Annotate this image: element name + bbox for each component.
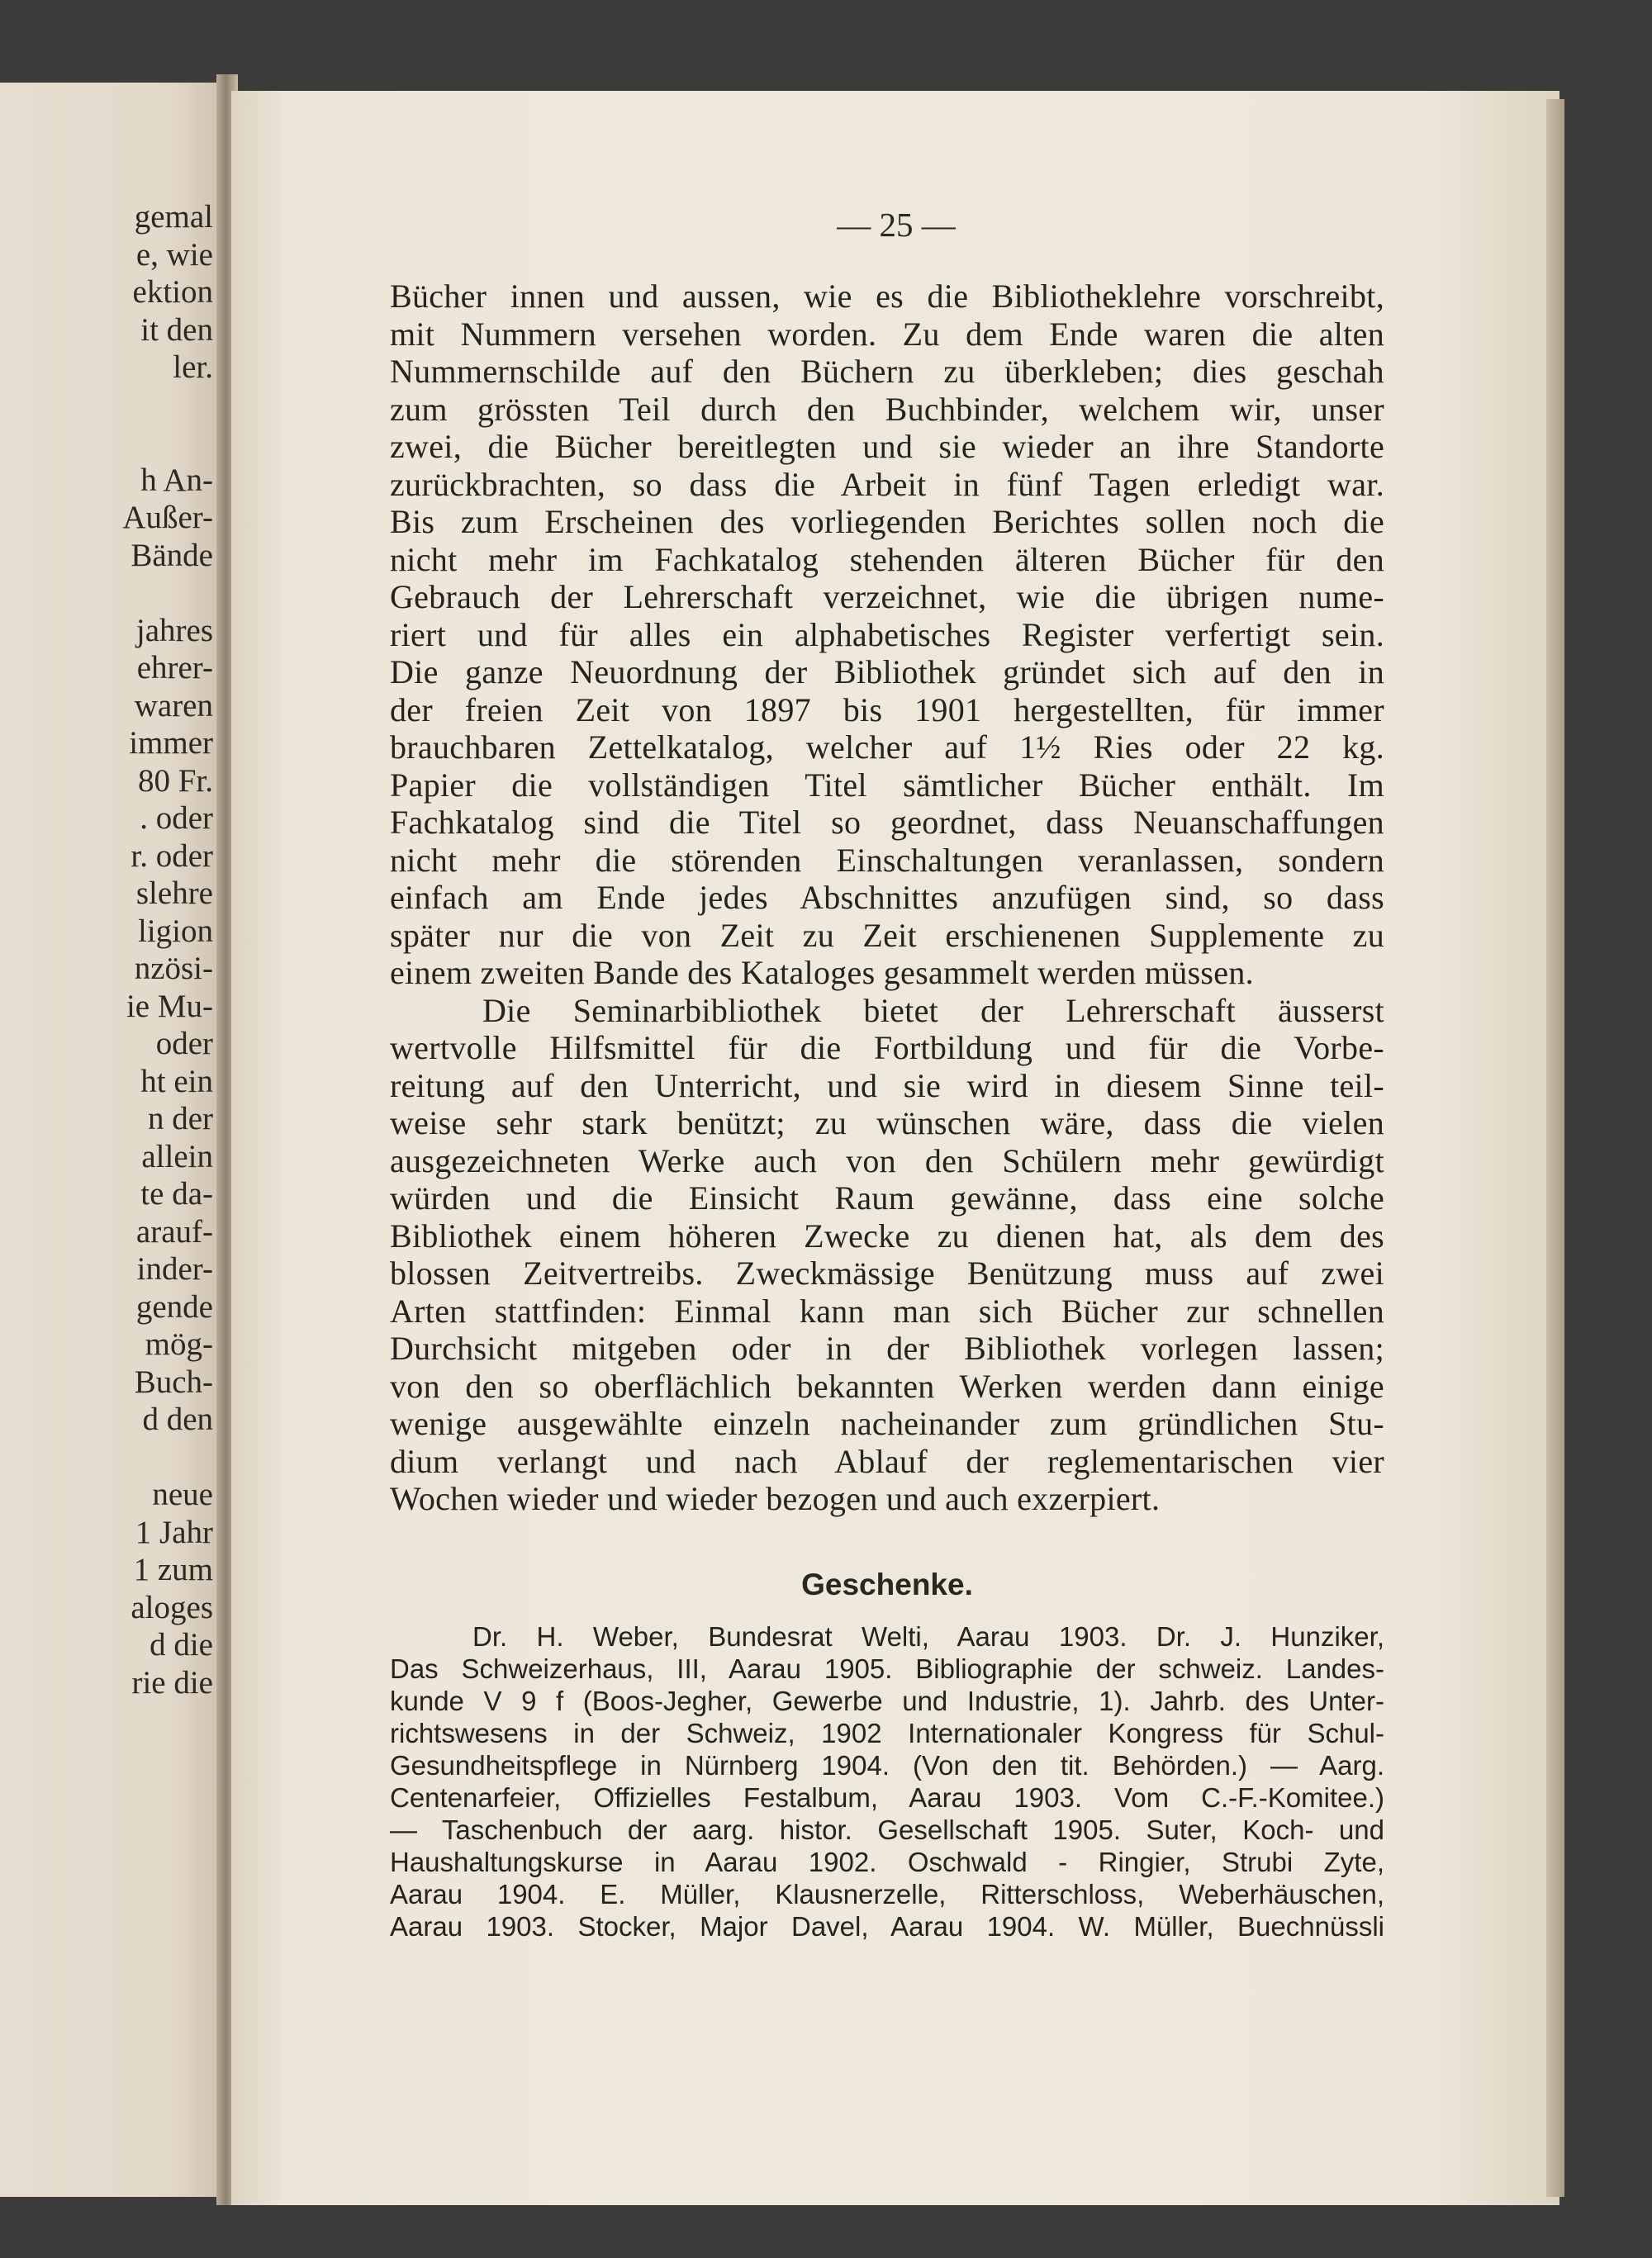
body-line: zum grössten Teil durch den Buchbinder, welchem wir, unser — [390, 390, 1384, 428]
left-page-line: h An- — [140, 462, 213, 498]
left-page — [0, 83, 223, 2197]
body-line: Durchsicht mitgeben oder in der Bibliothek vorlegen lassen; — [390, 1330, 1384, 1367]
body-line: nicht mehr im Fachkatalog stehenden älteren Bücher für den — [390, 540, 1384, 578]
body-line: einem zweiten Bande des Kataloges gesammelt werden müssen. — [390, 954, 1254, 991]
left-page-line: allein — [141, 1138, 213, 1174]
body-line: einfach am Ende jedes Abschnittes anzufügen sind, so dass — [390, 879, 1384, 916]
body-line: Arten stattfinden: Einmal kann man sich Bücher zur schnellen — [390, 1292, 1384, 1330]
body-line: Gebrauch der Lehrerschaft verzeichnet, wie die übrigen nume- — [390, 578, 1384, 615]
left-page-line: d die — [150, 1627, 213, 1663]
gift-line: Dr. H. Weber, Bundesrat Welti, Aarau 1903. Dr. J. Hunziker, — [472, 1621, 1384, 1652]
page-edge — [1546, 99, 1564, 2197]
body-line: Bibliothek einem höheren Zwecke zu dienen hat, als dem des — [390, 1217, 1384, 1255]
body-line: später nur die von Zeit zu Zeit erschienenen Supplemente zu — [390, 916, 1384, 954]
body-line: weise sehr stark benützt; zu wünschen wäre, dass die vielen — [390, 1104, 1384, 1141]
body-line: würden und die Einsicht Raum gewänne, dass eine solche — [390, 1179, 1384, 1217]
body-line: Papier die vollständigen Titel sämtlicher Bücher enthält. Im — [390, 766, 1384, 804]
left-page-line: neue — [152, 1477, 213, 1512]
body-line: dium verlangt und nach Ablauf der reglementarischen vier — [390, 1442, 1384, 1480]
body-line: wenige ausgewählte einzeln nacheinander zum gründlichen Stu- — [390, 1405, 1384, 1442]
left-page-line: d den — [142, 1402, 213, 1437]
body-line: nicht mehr die störenden Einschaltungen veranlassen, sondern — [390, 841, 1384, 879]
body-line: riert und für alles ein alphabetisches Register verfertigt sein. — [390, 615, 1384, 653]
gift-line: — Taschenbuch der aarg. histor. Gesellschaft 1905. Suter, Koch- und — [390, 1814, 1384, 1845]
left-page-line: ligion — [137, 913, 213, 949]
left-page-line: nzösi- — [134, 951, 213, 986]
left-page-line: ler. — [173, 349, 213, 385]
left-page-line: oder — [155, 1026, 213, 1061]
gift-line: Aarau 1903. Stocker, Major Davel, Aarau 1904. W. Müller, Buechnüssli — [390, 1911, 1384, 1942]
left-page-line: 1 Jahr — [135, 1514, 213, 1550]
left-page-line: mög- — [145, 1326, 213, 1362]
body-line: Fachkatalog sind die Titel so geordnet, dass Neuanschaffungen — [390, 804, 1384, 841]
left-page-line: gende — [135, 1288, 213, 1325]
left-page-line: 80 Fr. — [137, 762, 213, 799]
body-line: zurückbrachten, so dass die Arbeit in fünf Tagen erledigt war. — [390, 465, 1384, 503]
body-line: reitung auf den Unterricht, und sie wird in diesem Sinne teil- — [390, 1066, 1384, 1104]
body-line: Nummernschilde auf den Büchern zu überkleben; dies geschah — [390, 353, 1384, 390]
left-page-line: inder- — [136, 1251, 213, 1287]
left-page-line: ektion — [132, 274, 213, 310]
left-page-line: waren — [134, 687, 213, 723]
left-page-line: 1 zum — [133, 1552, 213, 1587]
gift-line: kunde V 9 f (Boos-Jegher, Gewerbe und Industrie, 1). Jahrb. des Unter- — [390, 1686, 1384, 1716]
body-line: Wochen wieder und wieder bezogen und auch exzerpiert. — [390, 1480, 1161, 1517]
body-line: blossen Zeitvertreibs. Zweckmässige Benützung muss auf zwei — [390, 1255, 1384, 1292]
left-page-line: Außer- — [122, 500, 213, 535]
gift-line: Haushaltungskurse in Aarau 1902. Oschwald - Ringier, Strubi Zyte, — [390, 1847, 1384, 1877]
body-line: Die Seminarbibliothek bietet der Lehrerschaft äusserst — [482, 991, 1384, 1029]
left-page-line: gemal — [134, 199, 213, 235]
body-line: von den so oberflächlich bekannten Werken werden dann einige — [390, 1367, 1384, 1405]
body-line: mit Nummern versehen worden. Zu dem Ende waren die alten — [390, 315, 1384, 353]
body-line: Die ganze Neuordnung der Bibliothek gründet sich auf den in — [390, 653, 1384, 690]
left-page-line: r. oder — [131, 837, 213, 874]
body-line: ausgezeichneten Werke auch von den Schülern mehr gewürdigt — [390, 1141, 1384, 1179]
left-page-line: ie Mu- — [126, 988, 213, 1024]
left-page-line: it den — [140, 311, 213, 348]
gift-line: Gesundheitspflege in Nürnberg 1904. (Von den tit. Behörden.) — Aarg. — [390, 1750, 1384, 1781]
left-page-line: n der — [147, 1101, 213, 1136]
gift-line: Das Schweizerhaus, III, Aarau 1905. Bibliographie der schweiz. Landes- — [390, 1653, 1384, 1684]
left-page-line: aloges — [131, 1589, 213, 1625]
left-page-line: e, wie — [135, 236, 213, 273]
body-line: Bis zum Erscheinen des vorliegenden Berichtes sollen noch die — [390, 503, 1384, 540]
section-heading-geschenke: Geschenke. — [801, 1568, 973, 1601]
gift-line: Aarau 1904. E. Müller, Klausnerzelle, Ritterschloss, Weberhäuschen, — [390, 1879, 1384, 1909]
left-page-line: slehre — [135, 875, 213, 911]
gift-line: richtswesens in der Schweiz, 1902 Internationaler Kongress für Schul- — [390, 1718, 1384, 1748]
left-page-line: ht ein — [140, 1063, 213, 1099]
body-line: wertvolle Hilfsmittel für die Fortbildung und für die Vorbe- — [390, 1029, 1384, 1066]
body-line: Bücher innen und aussen, wie es die Bibliotheklehre vorschreibt, — [390, 278, 1384, 315]
left-page-line: jahres — [135, 612, 213, 648]
left-page-line: Bände — [131, 537, 213, 573]
left-page-line: Buch- — [134, 1364, 213, 1400]
gift-line: Centenarfeier, Offizielles Festalbum, Aarau 1903. Vom C.-F.-Komitee.) — [390, 1782, 1384, 1813]
left-page-line: arauf- — [135, 1213, 213, 1250]
left-page-line: ehrer- — [136, 650, 213, 685]
left-page-line: rie die — [131, 1664, 213, 1701]
body-line: zwei, die Bücher bereitlegten und sie wieder an ihre Standorte — [390, 428, 1384, 465]
left-page-line: te da- — [140, 1176, 213, 1212]
left-page-line: immer — [129, 725, 213, 761]
body-line: der freien Zeit von 1897 bis 1901 hergestellten, für immer — [390, 690, 1384, 728]
page-number: — 25 — — [837, 206, 956, 244]
body-line: brauchbaren Zettelkatalog, welcher auf 1½ Ries oder 22 kg. — [390, 728, 1384, 766]
left-page-line: . oder — [140, 800, 213, 836]
